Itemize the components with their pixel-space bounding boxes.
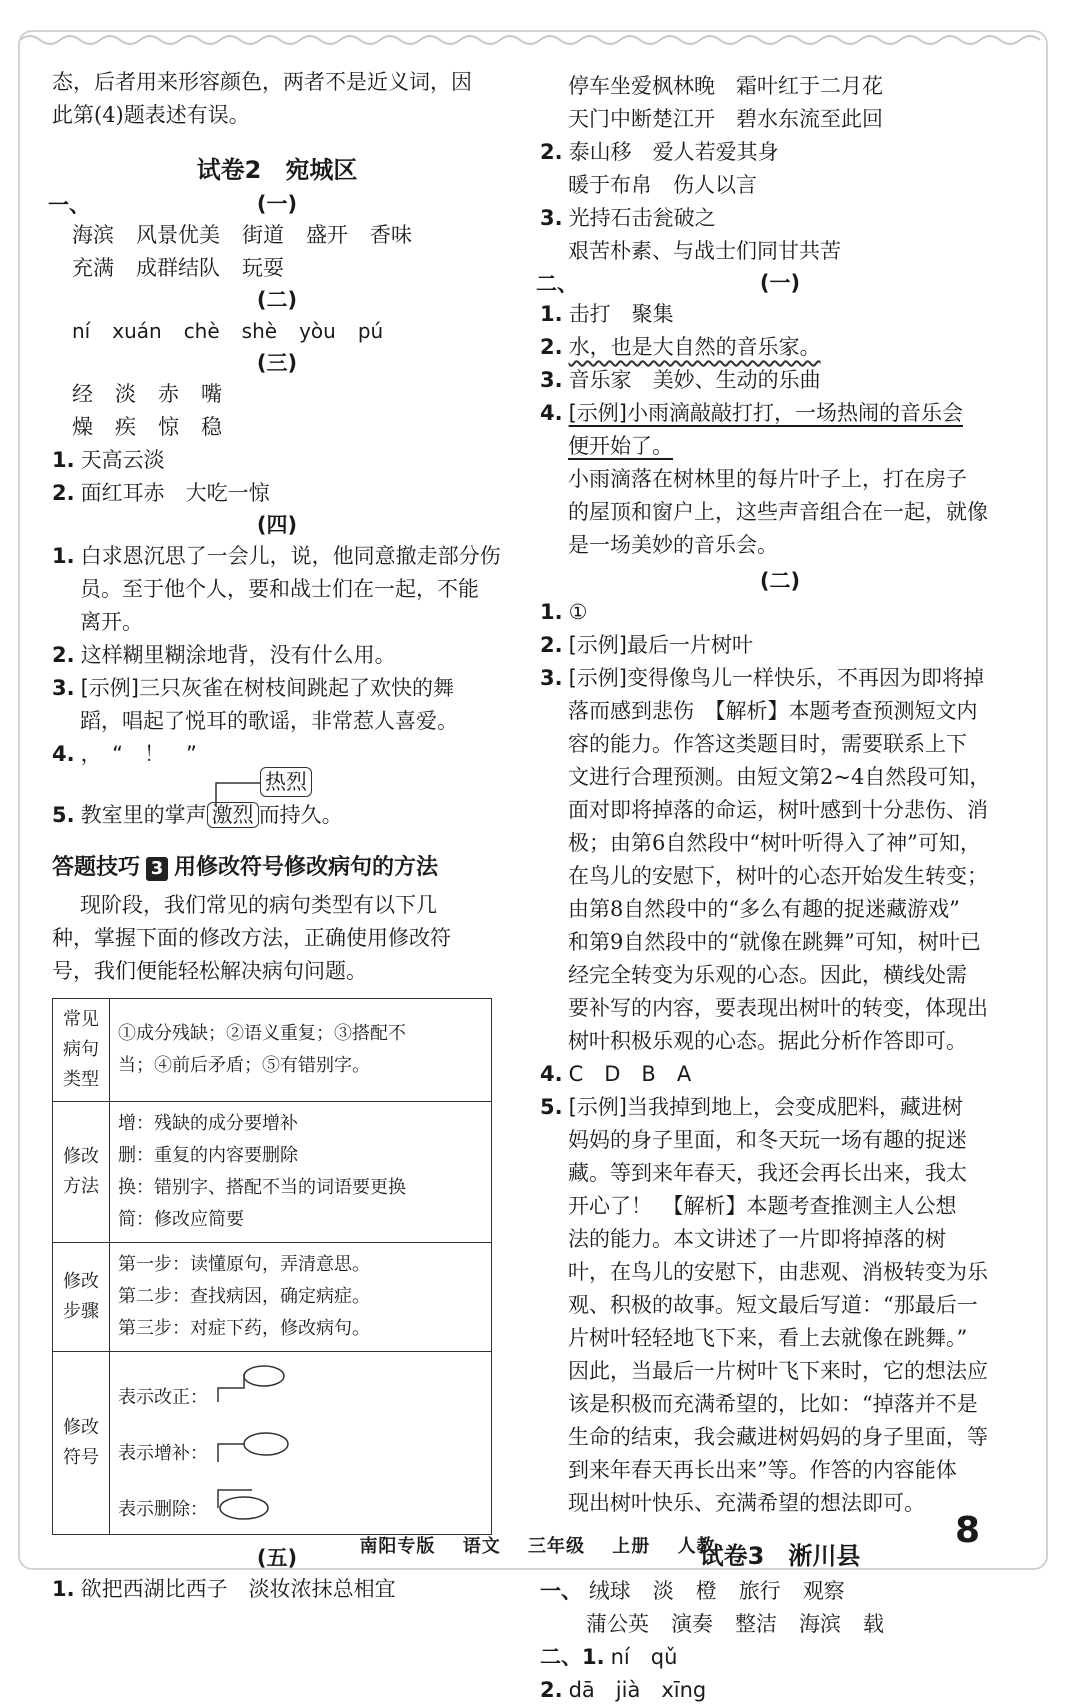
table-head-cell: 修改 方法 bbox=[53, 1102, 110, 1243]
mark-label: 表示增补： bbox=[118, 1443, 208, 1464]
pinyin: pú bbox=[357, 319, 384, 343]
q-number: 2. bbox=[52, 481, 75, 505]
table-row bbox=[53, 999, 492, 1102]
explanation-line: 落而感到悲伤 【解析】本题考查预测短文内 bbox=[568, 699, 978, 723]
sub-heading-1: (一) bbox=[759, 271, 801, 295]
explanation-line: 现出树叶快乐、充满希望的想法即可。 bbox=[568, 1491, 925, 1515]
sub-heading-2: (二) bbox=[256, 288, 298, 312]
q-number: 1. bbox=[52, 448, 75, 472]
answer-text: 这样糊里糊涂地背，没有什么用。 bbox=[80, 643, 396, 667]
answer-text: 欲把西湖比西子 淡妆浓抹总相宜 bbox=[80, 1577, 396, 1601]
explanation-line: 容的能力。作答这类题目时，需要联系上下 bbox=[568, 732, 967, 756]
footer-publisher: 人教 bbox=[677, 1536, 716, 1557]
word: 海滨 bbox=[72, 223, 114, 247]
table-head-cell: 修改 步骤 bbox=[53, 1243, 110, 1352]
answer-2 bbox=[52, 477, 502, 510]
answer-text: 白求恩沉思了一会儿，说，他同意撤走部分伤 bbox=[80, 544, 501, 568]
pinyin: chè bbox=[183, 319, 220, 343]
char: 赤 bbox=[158, 382, 179, 406]
answer-b2 bbox=[540, 629, 1020, 662]
table-row bbox=[53, 1352, 492, 1535]
q-number: 1. bbox=[540, 600, 563, 624]
answer-text: [示例]当我掉到地上，会变成肥料，藏进树 bbox=[568, 1095, 963, 1119]
mark-label: 表示删除： bbox=[118, 1499, 208, 1520]
explanation-line: 由第8自然段中的“多么有趣的捉迷藏游戏” bbox=[568, 897, 960, 921]
correction-word: 热烈 bbox=[260, 767, 312, 797]
section-title-3: 试卷3 淅川县 bbox=[699, 1542, 861, 1570]
pinyin: yòu bbox=[299, 319, 336, 343]
explanation-line: 因此，当最后一片树叶飞下来时，它的想法应 bbox=[568, 1359, 988, 1383]
words-row-1 bbox=[52, 219, 502, 252]
insert-mark-icon bbox=[214, 1422, 304, 1466]
q-number: 3. bbox=[52, 676, 75, 700]
right-column bbox=[536, 70, 1020, 1707]
poem-line: 停车坐爱枫林晚 霜叶红于二月花 bbox=[568, 74, 883, 98]
s3-answer-1 bbox=[540, 1641, 1020, 1674]
answer-text: 面红耳赤 大吃一惊 bbox=[80, 481, 270, 505]
word: 海滨 bbox=[799, 1612, 841, 1636]
answer-4-1 bbox=[52, 540, 502, 573]
delete-mark-icon bbox=[214, 1478, 314, 1526]
tip-table bbox=[52, 998, 492, 1535]
answer-text: [示例]最后一片树叶 bbox=[568, 633, 753, 657]
answer-r2 bbox=[540, 136, 1020, 169]
sub-heading-5: (五) bbox=[256, 1546, 298, 1570]
intro-line-2: 此第(4)题表述有误。 bbox=[52, 103, 250, 127]
answer-text: 音乐家 美妙、生动的乐曲 bbox=[568, 368, 821, 392]
q-number: 5. bbox=[540, 1095, 563, 1119]
explanation-line: 文进行合理预测。由短文第2~4自然段可知， bbox=[568, 765, 991, 789]
q-number: 2. bbox=[540, 140, 563, 164]
answer-text: 教室里的掌声 bbox=[80, 803, 207, 827]
tip-paragraph-line: 现阶段，我们常见的病句类型有以下几 bbox=[80, 893, 437, 917]
word: 整洁 bbox=[735, 1612, 777, 1636]
q-number: 4. bbox=[540, 1062, 563, 1086]
tip-number-badge: 3 bbox=[146, 857, 168, 881]
sub-heading-1: (一) bbox=[256, 192, 298, 216]
section-title-2: 试卷2 宛城区 bbox=[196, 156, 358, 184]
q-number: 3. bbox=[540, 368, 563, 392]
table-body-cell: 增：残缺的成分要增补 删：重复的内容要删除 换：错别字、搭配不当的词语要更换 简：修改应简要 bbox=[110, 1102, 492, 1243]
word: 橙 bbox=[695, 1579, 717, 1603]
q-number: 3. bbox=[540, 666, 563, 690]
q-number: 1. bbox=[540, 302, 563, 326]
q-number: 1. bbox=[52, 1577, 75, 1601]
answer-a2 bbox=[540, 331, 1020, 364]
footer-grade: 三年级 bbox=[528, 1536, 585, 1557]
word: 观察 bbox=[802, 1579, 845, 1603]
q-number: 二、1. bbox=[540, 1645, 605, 1669]
intro-line-1: 态，后者用来形容颜色，两者不是近义词，因 bbox=[52, 70, 472, 94]
answer-a4 bbox=[540, 397, 1020, 430]
part-label: 一、 bbox=[48, 193, 90, 217]
tip-paragraph-line: 号，我们便能轻松解决病句问题。 bbox=[52, 959, 367, 983]
table-head-cell: 常见 病句 类型 bbox=[53, 999, 110, 1102]
explanation-line: 经完全转变为乐观的心态。因此，横线处需 bbox=[568, 963, 967, 987]
words-row-2 bbox=[52, 252, 502, 285]
word: 旅行 bbox=[738, 1579, 781, 1603]
word: 风景优美 bbox=[136, 223, 220, 247]
table-head-cell: 修改 符号 bbox=[53, 1352, 110, 1535]
explanation-line: 开心了！ 【解析】本题考查推测主人公想 bbox=[568, 1194, 957, 1218]
sub-heading-2: (二) bbox=[759, 569, 801, 593]
pinyin: ní bbox=[72, 319, 91, 343]
char: 疾 bbox=[115, 415, 136, 439]
answer-text: [示例]三只灰雀在树枝间跳起了欢快的舞 bbox=[80, 676, 454, 700]
pinyin: xuán bbox=[112, 319, 162, 343]
poem-line: 天门中断楚江开 碧水东流至此回 bbox=[568, 107, 883, 131]
char: 惊 bbox=[158, 415, 179, 439]
sub-heading-4: (四) bbox=[256, 513, 298, 537]
answer-text: ① bbox=[568, 600, 588, 624]
left-column bbox=[48, 66, 502, 1606]
part-label: 二、 bbox=[536, 272, 578, 296]
chars-row-2 bbox=[52, 411, 502, 444]
q-number: 3. bbox=[540, 206, 563, 230]
answer-text: 泰山移 爱人若爱其身 bbox=[568, 140, 779, 164]
answer-text: C D B A bbox=[568, 1062, 692, 1086]
answer-b3 bbox=[540, 662, 1020, 695]
pinyin: shè bbox=[241, 319, 278, 343]
answer-text: 是一场美妙的音乐会。 bbox=[568, 533, 778, 557]
answer-b5 bbox=[540, 1091, 1020, 1124]
answer-a1 bbox=[540, 298, 1020, 331]
answer-4-5 bbox=[52, 771, 502, 833]
part-label: 一、 bbox=[540, 1579, 582, 1603]
char: 稳 bbox=[201, 415, 222, 439]
word: 演奏 bbox=[671, 1612, 713, 1636]
replaced-word: 激烈 bbox=[207, 802, 259, 828]
answer-b4 bbox=[540, 1058, 1020, 1091]
table-body-cell: 第一步：读懂原句，弄清意思。 第二步：查找病因，确定病症。 第三步：对症下药，修改病句。 bbox=[110, 1243, 492, 1352]
explanation-line: 叶，在鸟儿的安慰下，由悲观、消极转变为乐 bbox=[568, 1260, 988, 1284]
q-number: 4. bbox=[52, 742, 75, 766]
footer-volume: 上册 bbox=[612, 1536, 651, 1557]
answer-text: 的屋顶和窗户上，这些声音组合在一起，就像 bbox=[568, 500, 988, 524]
s3-words-row-1 bbox=[540, 1575, 1020, 1608]
answer-text: 击打 聚集 bbox=[568, 302, 674, 326]
word: 成群结队 bbox=[136, 256, 220, 280]
answer-text: [示例]小雨滴敲敲打打，一场热闹的音乐会 bbox=[568, 401, 963, 425]
footer-subject: 语文 bbox=[462, 1536, 501, 1557]
explanation-line: 面对即将掉落的命运，树叶感到十分悲伤、消 bbox=[568, 798, 988, 822]
mark-label: 表示改正： bbox=[118, 1387, 208, 1408]
footer-edition: 南阳专版 bbox=[359, 1536, 436, 1557]
q-number: 2. bbox=[540, 1678, 563, 1702]
page-number: 8 bbox=[955, 1510, 981, 1551]
answer-text: 而持久。 bbox=[258, 803, 343, 827]
word: 盛开 bbox=[306, 223, 348, 247]
answer-text: [示例]变得像鸟儿一样快乐，不再因为即将掉 bbox=[568, 666, 984, 690]
q-number: 2. bbox=[540, 633, 563, 657]
q-number: 1. bbox=[52, 544, 75, 568]
tip-label: 答题技巧 bbox=[52, 855, 141, 880]
pinyin-row bbox=[52, 315, 502, 348]
word: 淡 bbox=[652, 1579, 674, 1603]
answer-4-2 bbox=[52, 639, 502, 672]
answer-text: 小雨滴落在树林里的每片叶子上，打在房子 bbox=[568, 467, 967, 491]
answer-4-3 bbox=[52, 672, 502, 705]
q-number: 5. bbox=[52, 803, 75, 827]
answer-1 bbox=[52, 444, 502, 477]
answer-text: ， “ ！ ” bbox=[80, 742, 197, 766]
correct-mark-icon bbox=[214, 1364, 304, 1408]
word: 街道 bbox=[242, 223, 284, 247]
char: 淡 bbox=[115, 382, 136, 406]
explanation-line: 树叶积极乐观的心态。据此分析作答即可。 bbox=[568, 1029, 967, 1053]
answer-text: 水，也是大自然的音乐家。 bbox=[568, 335, 821, 359]
answer-text: 离开。 bbox=[80, 610, 143, 634]
answer-r3 bbox=[540, 202, 1020, 235]
answer-text: 暖于布帛 伤人以言 bbox=[568, 173, 757, 197]
s3-answer-2 bbox=[540, 1674, 1020, 1707]
explanation-line: 片树叶轻轻地飞下来，看上去就像在跳舞。” bbox=[568, 1326, 968, 1350]
word: 充满 bbox=[72, 256, 114, 280]
table-body-cell: ①成分残缺；②语义重复；③搭配不 当；④前后矛盾；⑤有错别字。 bbox=[110, 999, 492, 1102]
explanation-line: 在鸟儿的安慰下，树叶的心态开始发生转变； bbox=[568, 864, 988, 888]
answer-text: ní qǔ bbox=[610, 1645, 678, 1669]
q-number: 2. bbox=[52, 643, 75, 667]
answer-text: 便开始了。 bbox=[568, 434, 673, 458]
word: 香味 bbox=[370, 223, 412, 247]
word: 载 bbox=[863, 1612, 884, 1636]
tip-heading bbox=[52, 851, 502, 885]
explanation-line: 观、积极的故事。短文最后写道：“那最后一 bbox=[568, 1293, 978, 1317]
answer-text: 藏。等到来年春天，我还会再长出来，我太 bbox=[568, 1161, 967, 1185]
tip-paragraph-line: 种，掌握下面的修改方法，正确使用修改符 bbox=[52, 926, 451, 950]
answer-5-1 bbox=[52, 1573, 502, 1606]
explanation-line: 该是积极而充满希望的，比如：“掉落并不是 bbox=[568, 1392, 978, 1416]
answer-text: dā jià xīng bbox=[568, 1678, 707, 1702]
answer-text: 蹈，唱起了悦耳的歌谣，非常惹人喜爱。 bbox=[80, 709, 458, 733]
word: 玩耍 bbox=[242, 256, 284, 280]
explanation-line: 极；由第6自然段中“树叶听得入了神”可知， bbox=[568, 831, 981, 855]
explanation-line: 和第9自然段中的“就像在跳舞”可知，树叶已 bbox=[568, 930, 981, 954]
char: 燥 bbox=[72, 415, 93, 439]
explanation-line: 法的能力。本文讲述了一片即将掉落的树 bbox=[568, 1227, 946, 1251]
char: 嘴 bbox=[201, 382, 222, 406]
answer-text: 天高云淡 bbox=[80, 448, 165, 472]
char: 经 bbox=[72, 382, 93, 406]
sub-heading-3: (三) bbox=[256, 351, 298, 375]
answer-text: 光持石击瓮破之 bbox=[568, 206, 716, 230]
table-row bbox=[53, 1243, 492, 1352]
table-body-cell bbox=[110, 1352, 492, 1535]
q-number: 4. bbox=[540, 401, 563, 425]
explanation-line: 要补写的内容，要表现出树叶的转变，体现出 bbox=[568, 996, 988, 1020]
explanation-line: 到来年春天再长出来”等。作答的内容能体 bbox=[568, 1458, 957, 1482]
s3-words-row-2 bbox=[540, 1608, 1020, 1641]
chars-row-1 bbox=[52, 378, 502, 411]
decorative-top-border bbox=[20, 30, 1050, 48]
answer-text: 妈妈的身子里面，和冬天玩一场有趣的捉迷 bbox=[568, 1128, 967, 1152]
answer-text bbox=[540, 430, 1020, 463]
answer-text: 员。至于他个人，要和战士们在一起，不能 bbox=[80, 577, 479, 601]
word: 绒球 bbox=[588, 1579, 631, 1603]
answer-a3 bbox=[540, 364, 1020, 397]
page-footer bbox=[0, 1532, 1075, 1558]
answer-b1 bbox=[540, 596, 1020, 629]
table-row bbox=[53, 1102, 492, 1243]
answer-text: 艰苦朴素、与战士们同甘共苦 bbox=[568, 239, 841, 263]
explanation-line: 生命的结束，我会藏进树妈妈的身子里面，等 bbox=[568, 1425, 988, 1449]
q-number: 2. bbox=[540, 335, 563, 359]
word: 蒲公英 bbox=[586, 1612, 649, 1636]
tip-title: 用修改符号修改病句的方法 bbox=[174, 855, 439, 880]
